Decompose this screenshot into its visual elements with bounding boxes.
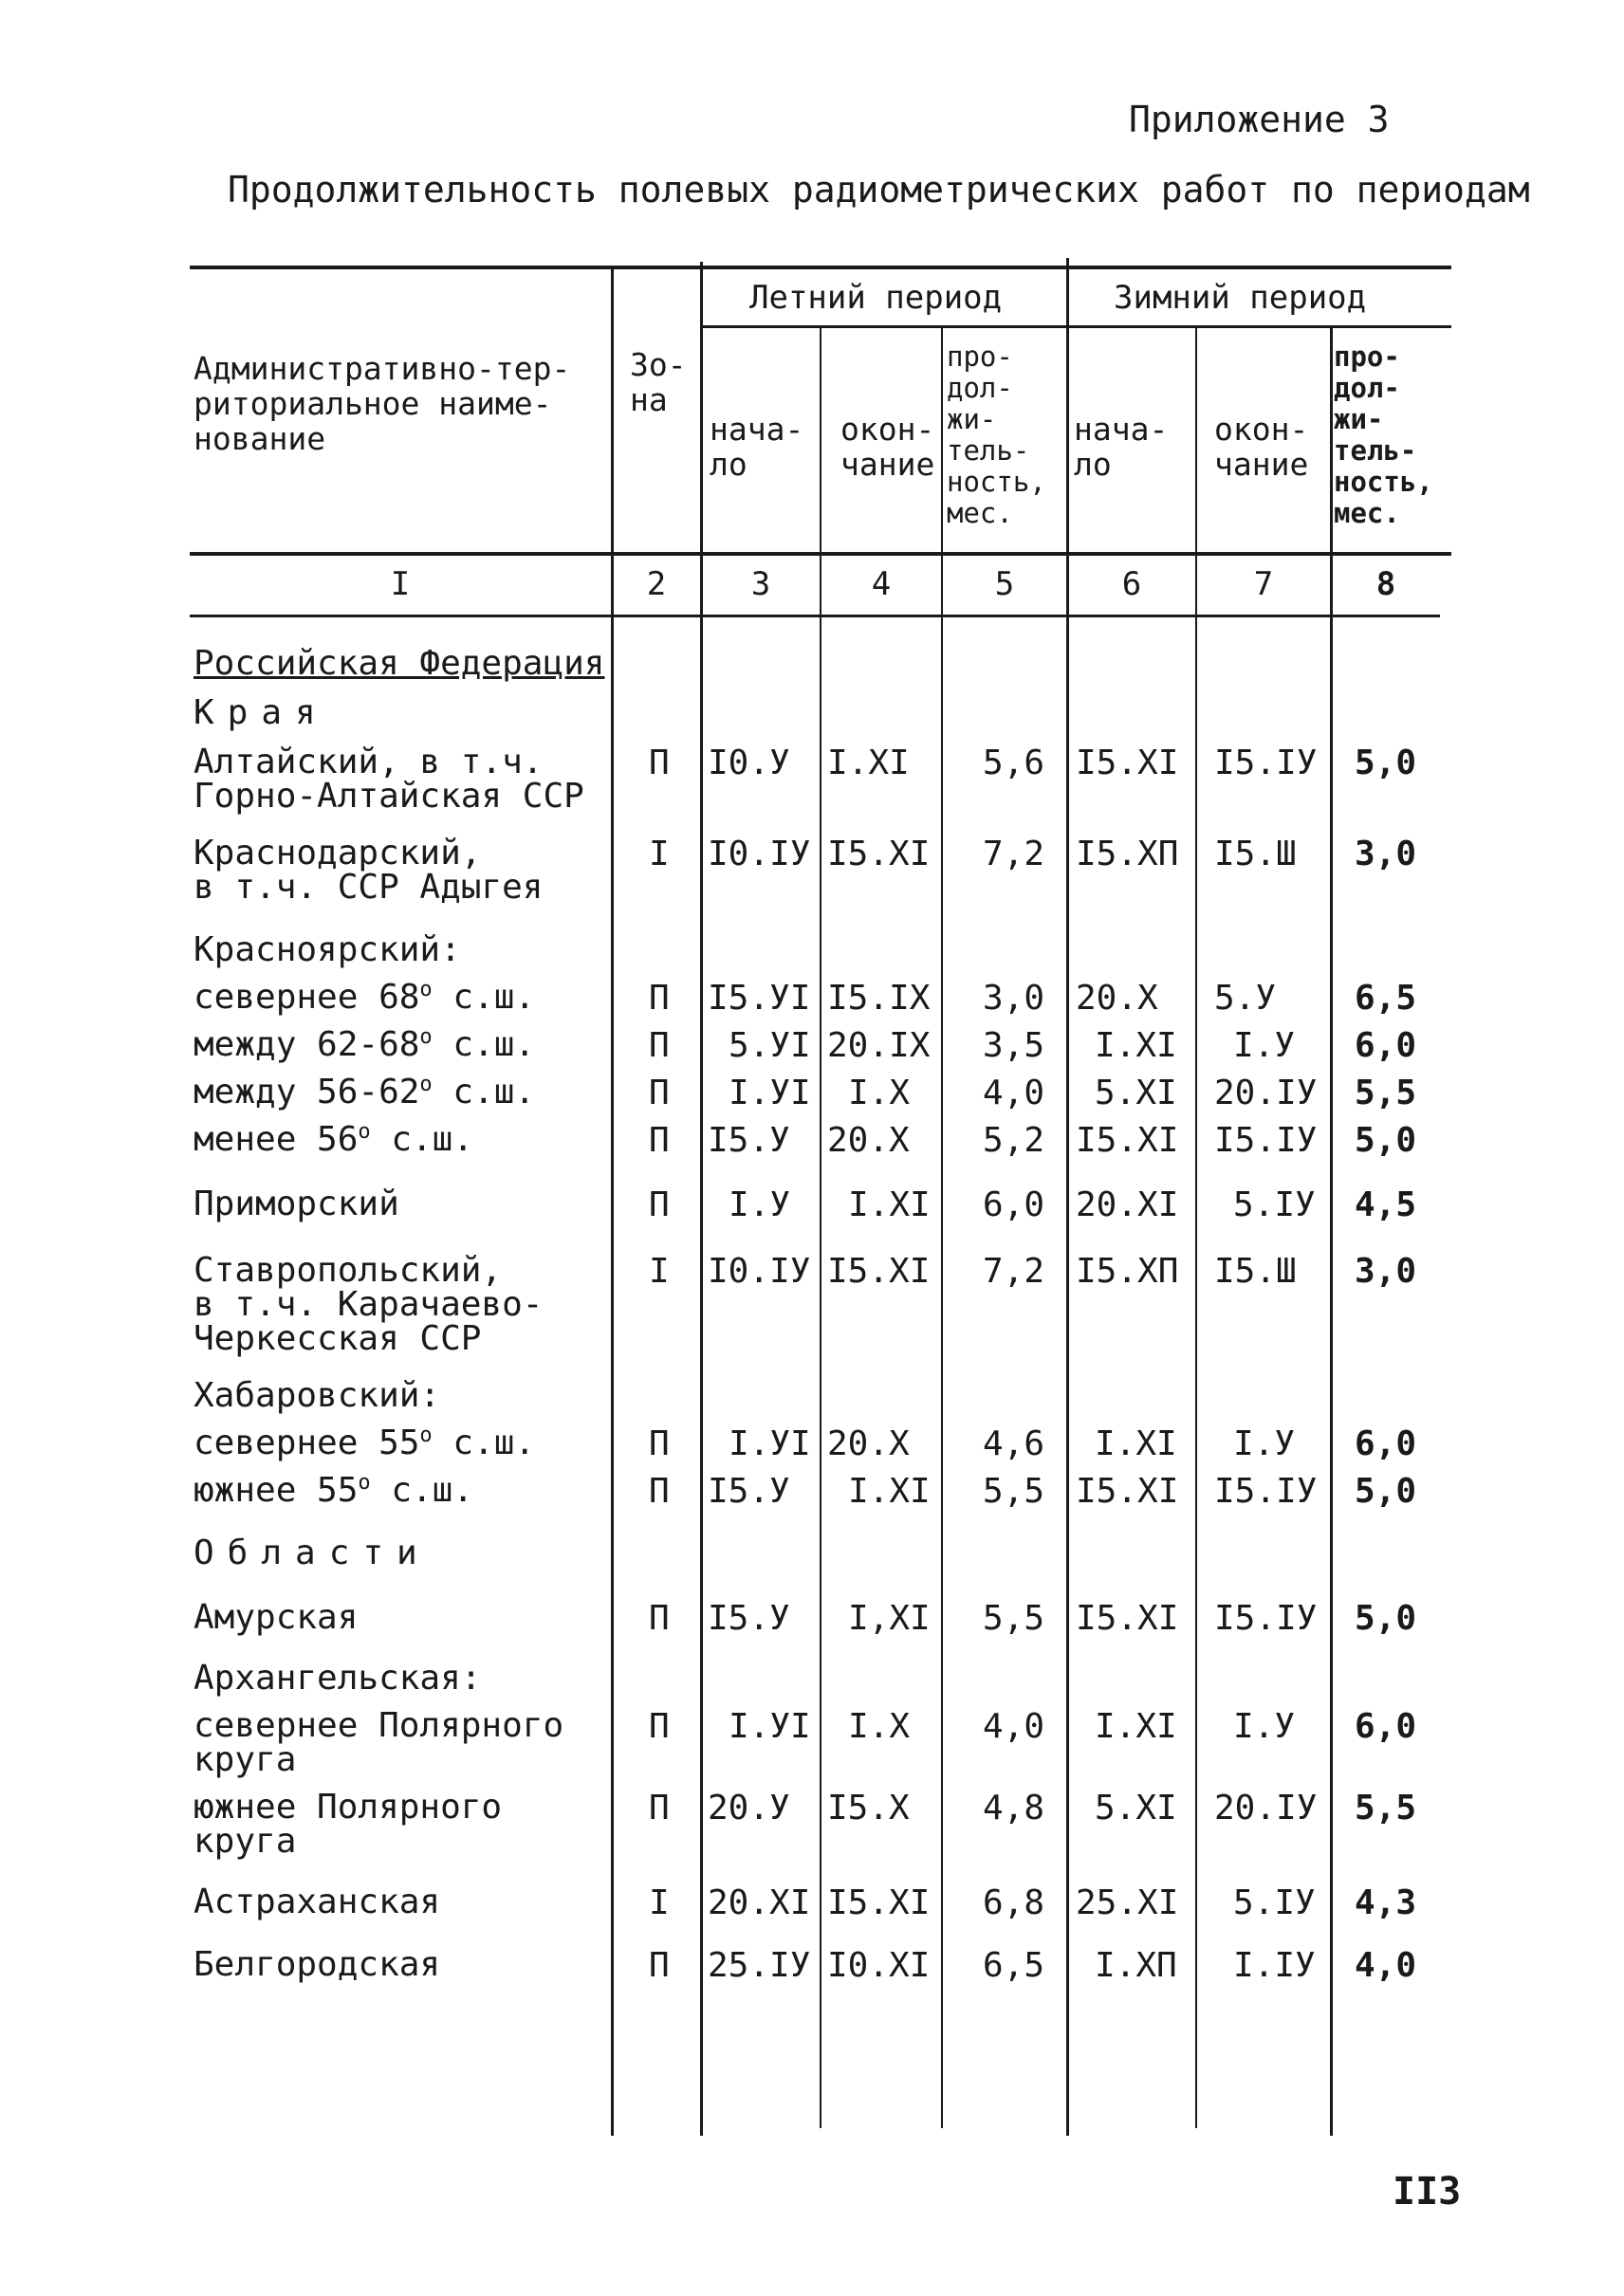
winter-end: 5.У bbox=[1214, 979, 1277, 1018]
header-summer-duration: про- дол- жи- тель- ность, мес. bbox=[947, 340, 1046, 529]
row-name-suffix: с.ш. bbox=[432, 1073, 536, 1111]
row-name bbox=[194, 978, 536, 1017]
winter-duration: 6,0 bbox=[1355, 1026, 1417, 1065]
winter-start: 20.X bbox=[1076, 979, 1158, 1018]
winter-duration: 5,0 bbox=[1355, 1599, 1417, 1638]
page-number: II3 bbox=[1393, 2170, 1462, 2213]
winter-start: I5.XI bbox=[1076, 1599, 1179, 1638]
summer-start: 5.УI bbox=[729, 1026, 811, 1065]
winter-duration: 4,5 bbox=[1355, 1185, 1417, 1224]
winter-duration: 3,0 bbox=[1355, 1252, 1417, 1291]
summer-duration: 3,0 bbox=[983, 979, 1045, 1018]
summer-start: I0.IУ bbox=[708, 1252, 811, 1291]
row-name: Красноярский: bbox=[194, 930, 461, 969]
header-winter-period: Зимний период bbox=[1114, 279, 1367, 317]
summer-duration: 5,5 bbox=[983, 1599, 1045, 1638]
winter-duration: 5,0 bbox=[1355, 744, 1417, 782]
period-divider-rule bbox=[702, 325, 1451, 328]
row-zone: I bbox=[649, 1883, 670, 1922]
colnum-5: 5 bbox=[994, 565, 1015, 603]
row-zone: П bbox=[649, 979, 670, 1018]
winter-duration: 6,5 bbox=[1355, 979, 1417, 1018]
winter-duration: 3,0 bbox=[1355, 835, 1417, 873]
row-zone: П bbox=[649, 744, 670, 782]
summer-start: I0.У bbox=[708, 744, 790, 782]
degree-mark: о bbox=[358, 1471, 371, 1495]
row-name bbox=[194, 1120, 474, 1159]
summer-end: I5.IX bbox=[827, 979, 931, 1018]
header-summer-end: окон- чание bbox=[840, 411, 935, 483]
row-name: южнее Полярного круга bbox=[194, 1788, 503, 1861]
row-name-text: между 62-68 bbox=[194, 1025, 420, 1064]
summer-duration: 4,0 bbox=[983, 1074, 1045, 1112]
winter-duration: 5,5 bbox=[1355, 1789, 1417, 1828]
winter-duration: 5,0 bbox=[1355, 1121, 1417, 1160]
row-name-suffix: с.ш. bbox=[370, 1471, 474, 1510]
summer-duration: 4,0 bbox=[983, 1707, 1045, 1746]
row-name-text: южнее 55 bbox=[194, 1471, 359, 1510]
winter-duration: 4,3 bbox=[1355, 1883, 1417, 1922]
degree-mark: о bbox=[419, 1073, 433, 1096]
summer-start: I5.У bbox=[708, 1599, 790, 1638]
row-zone: I bbox=[649, 835, 670, 873]
summer-start: I5.У bbox=[708, 1121, 790, 1160]
winter-start: I.XI bbox=[1095, 1026, 1177, 1065]
colnum-6: 6 bbox=[1121, 565, 1142, 603]
row-name bbox=[194, 1426, 535, 1460]
winter-start: 20.XI bbox=[1076, 1185, 1179, 1224]
summer-duration: 6,5 bbox=[983, 1946, 1045, 1985]
summer-duration: 3,5 bbox=[983, 1026, 1045, 1065]
degree-mark: о bbox=[419, 978, 433, 1001]
winter-end: 5.IУ bbox=[1233, 1883, 1316, 1922]
winter-end: I5.IУ bbox=[1214, 1121, 1318, 1160]
winter-end: I5.Ш bbox=[1214, 1252, 1297, 1291]
winter-start: 5.XI bbox=[1095, 1789, 1177, 1828]
winter-end: I.У bbox=[1233, 1026, 1296, 1065]
row-zone: П bbox=[649, 1707, 670, 1746]
row-name-text: между 56-62 bbox=[194, 1073, 420, 1111]
table-top-rule bbox=[190, 266, 1451, 269]
winter-end: I5.IУ bbox=[1214, 1472, 1318, 1511]
row-name bbox=[194, 1075, 535, 1110]
colnum-8: 8 bbox=[1375, 565, 1396, 603]
summer-duration: 7,2 bbox=[983, 1252, 1045, 1291]
summer-duration: 5,5 bbox=[983, 1472, 1045, 1511]
row-name-text: менее 56 bbox=[194, 1120, 359, 1159]
winter-start: 5.XI bbox=[1095, 1074, 1177, 1112]
header-name: Административно-тер- риториальное наиме- нование bbox=[194, 350, 571, 457]
row-name: Алтайский, в т.ч. Горно-Алтайская ССР bbox=[194, 743, 584, 816]
winter-start: I5.XП bbox=[1076, 835, 1179, 873]
summer-end: I5.XI bbox=[827, 835, 931, 873]
row-zone: I bbox=[649, 1252, 670, 1291]
summer-duration: 5,2 bbox=[983, 1121, 1045, 1160]
header-winter-start: нача- ло bbox=[1074, 411, 1169, 483]
winter-start: I.XП bbox=[1095, 1946, 1177, 1985]
degree-mark: о bbox=[419, 1424, 433, 1447]
winter-start: I5.XI bbox=[1076, 1121, 1179, 1160]
row-name: Приморский bbox=[194, 1185, 399, 1223]
winter-end: I.IУ bbox=[1233, 1946, 1316, 1985]
row-zone: П bbox=[649, 1472, 670, 1511]
col-divider-zone bbox=[611, 266, 614, 2136]
colnum-1: I bbox=[390, 565, 411, 603]
summer-end: 20.IX bbox=[827, 1026, 931, 1065]
summer-end: 20.X bbox=[827, 1424, 910, 1463]
winter-start: I.XI bbox=[1095, 1424, 1177, 1463]
summer-duration: 6,0 bbox=[983, 1185, 1045, 1224]
row-name-suffix: с.ш. bbox=[432, 978, 536, 1017]
summer-end: I.X bbox=[848, 1074, 911, 1112]
document-title: Продолжительность полевых радиометрических работ по периодам bbox=[228, 169, 1530, 211]
row-name bbox=[194, 1025, 536, 1064]
summer-start: I.УI bbox=[729, 1707, 811, 1746]
colnum-3: 3 bbox=[750, 565, 771, 603]
winter-duration: 5,0 bbox=[1355, 1472, 1417, 1511]
row-name: Архангельская: bbox=[194, 1659, 482, 1698]
summer-start: I0.IУ bbox=[708, 835, 811, 873]
row-zone: П bbox=[649, 1599, 670, 1638]
summer-duration: 7,2 bbox=[983, 835, 1045, 873]
summer-end: I.XI bbox=[827, 744, 910, 782]
row-name: Краснодарский, в т.ч. ССР Адыгея bbox=[194, 834, 544, 907]
row-name: Хабаровский: bbox=[194, 1376, 441, 1415]
colnum-2: 2 bbox=[646, 565, 667, 603]
row-zone: П bbox=[649, 1121, 670, 1160]
colnum-4: 4 bbox=[871, 565, 892, 603]
winter-end: I5.IУ bbox=[1214, 1599, 1318, 1638]
winter-duration: 4,0 bbox=[1355, 1946, 1417, 1985]
summer-start: I5.У bbox=[708, 1472, 790, 1511]
winter-end: I.У bbox=[1233, 1424, 1296, 1463]
row-name-text: севернее 55 bbox=[194, 1424, 420, 1462]
winter-end: 20.IУ bbox=[1214, 1789, 1318, 1828]
header-zone: Зо- на bbox=[630, 346, 687, 418]
summer-end: I.XI bbox=[848, 1185, 931, 1224]
summer-end: I.XI bbox=[848, 1472, 931, 1511]
summer-start: 20.У bbox=[708, 1789, 790, 1828]
summer-end: I,XI bbox=[848, 1599, 931, 1638]
row-name: Белгородская bbox=[194, 1945, 441, 1984]
row-name-suffix: с.ш. bbox=[432, 1424, 536, 1462]
header-summer-start: нача- ло bbox=[710, 411, 804, 483]
row-name: Астраханская bbox=[194, 1883, 441, 1921]
row-name: Амурская bbox=[194, 1598, 359, 1637]
col-divider-summer bbox=[700, 262, 703, 2136]
winter-start: I5.XП bbox=[1076, 1252, 1179, 1291]
winter-start: I.XI bbox=[1095, 1707, 1177, 1746]
winter-end: I5.Ш bbox=[1214, 835, 1297, 873]
row-zone: П bbox=[649, 1789, 670, 1828]
row-name-suffix: с.ш. bbox=[432, 1025, 536, 1064]
summer-duration: 4,8 bbox=[983, 1789, 1045, 1828]
winter-start: 25.XI bbox=[1076, 1883, 1179, 1922]
winter-end: 5.IУ bbox=[1233, 1185, 1316, 1224]
summer-end: 20.X bbox=[827, 1121, 910, 1160]
summer-duration: 6,8 bbox=[983, 1883, 1045, 1922]
winter-start: I5.XI bbox=[1076, 744, 1179, 782]
row-zone: П bbox=[649, 1185, 670, 1224]
winter-end: I5.IУ bbox=[1214, 744, 1318, 782]
summer-start: I.УI bbox=[729, 1074, 811, 1112]
header-winter-end: окон- чание bbox=[1214, 411, 1309, 483]
section-title: Края bbox=[194, 693, 329, 732]
summer-start: 25.IУ bbox=[708, 1946, 811, 1985]
summer-start: 20.XI bbox=[708, 1883, 811, 1922]
summer-end: I5.XI bbox=[827, 1252, 931, 1291]
winter-end: 20.IУ bbox=[1214, 1074, 1318, 1112]
column-numbers-rule bbox=[190, 615, 1440, 617]
appendix-label: Приложение 3 bbox=[1129, 99, 1390, 140]
winter-start: I5.XI bbox=[1076, 1472, 1179, 1511]
summer-start: I.УI bbox=[729, 1424, 811, 1463]
summer-end: I5.X bbox=[827, 1789, 910, 1828]
winter-duration: 6,0 bbox=[1355, 1707, 1417, 1746]
summer-duration: 5,6 bbox=[983, 744, 1045, 782]
summer-start: I.У bbox=[729, 1185, 791, 1224]
winter-duration: 6,0 bbox=[1355, 1424, 1417, 1463]
row-name bbox=[194, 1471, 474, 1510]
summer-end: I0.XI bbox=[827, 1946, 931, 1985]
header-winter-duration: про- дол- жи- тель- ность, мес. bbox=[1334, 340, 1433, 529]
degree-mark: о bbox=[419, 1025, 433, 1049]
header-summer-period: Летний период bbox=[749, 279, 1003, 317]
degree-mark: о bbox=[358, 1120, 371, 1144]
colnum-7: 7 bbox=[1253, 565, 1274, 603]
row-zone: П bbox=[649, 1946, 670, 1985]
winter-duration: 5,5 bbox=[1355, 1074, 1417, 1112]
summer-start: I5.УI bbox=[708, 979, 811, 1018]
col-divider-winter bbox=[1066, 258, 1069, 2136]
row-zone: П bbox=[649, 1026, 670, 1065]
row-name: Ставропольский, в т.ч. Карачаево- Черкесская ССР bbox=[194, 1251, 544, 1358]
row-name-text: севернее 68 bbox=[194, 978, 420, 1017]
summer-end: I5.XI bbox=[827, 1883, 931, 1922]
section-title: Российская Федерация bbox=[194, 644, 605, 683]
summer-duration: 4,6 bbox=[983, 1424, 1045, 1463]
row-name-suffix: с.ш. bbox=[370, 1120, 474, 1159]
row-name: севернее Полярного круга bbox=[194, 1706, 564, 1779]
row-zone: П bbox=[649, 1074, 670, 1112]
row-zone: П bbox=[649, 1424, 670, 1463]
summer-end: I.X bbox=[848, 1707, 911, 1746]
section-title: Области bbox=[194, 1534, 431, 1572]
winter-end: I.У bbox=[1233, 1707, 1296, 1746]
